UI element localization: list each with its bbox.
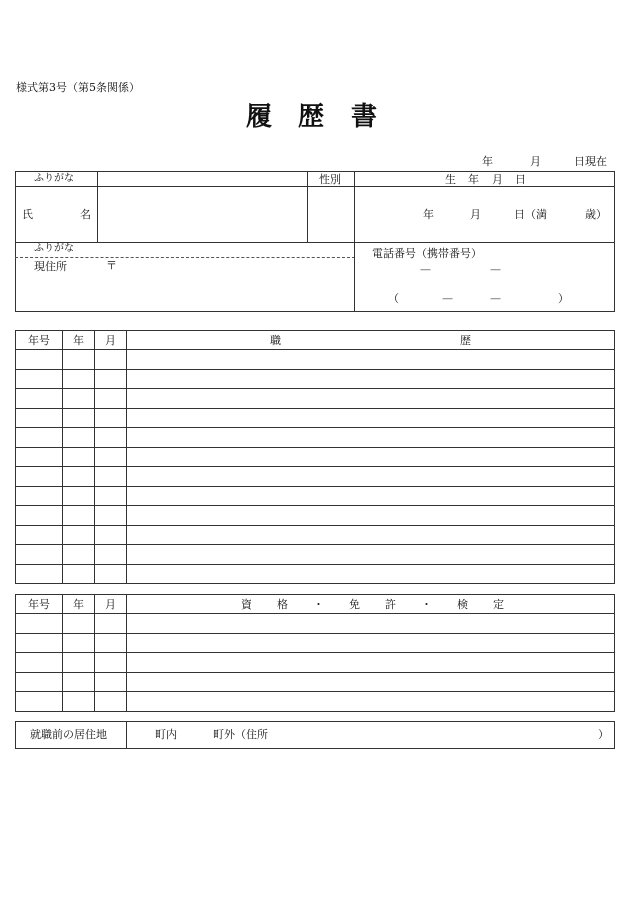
qual-cell-month[interactable]: [95, 614, 127, 634]
qual-title-5: 許: [385, 598, 396, 611]
career-header-year: 年: [63, 331, 95, 350]
residence-option-out: 町外（住所: [213, 728, 268, 741]
career-row: [16, 486, 615, 506]
qual-header-year: 年: [63, 595, 95, 614]
career-cell-content[interactable]: [127, 486, 615, 506]
career-cell-content[interactable]: [127, 369, 615, 389]
birth-month: 月: [470, 208, 481, 221]
title-char-2: 歴: [298, 102, 325, 132]
date-year: 年: [482, 155, 493, 168]
career-title-1: 職: [270, 334, 281, 347]
qual-cell-month[interactable]: [95, 692, 127, 712]
residence-label: 就職前の居住地: [30, 728, 107, 741]
career-cell-year[interactable]: [63, 408, 95, 428]
qual-header-era: 年号: [16, 595, 63, 614]
career-cell-era[interactable]: [16, 369, 63, 389]
career-table: [15, 330, 615, 584]
career-cell-content[interactable]: [127, 389, 615, 409]
career-cell-year[interactable]: [63, 350, 95, 370]
residence-option-in: 町内: [155, 728, 177, 741]
career-cell-month[interactable]: [95, 447, 127, 467]
name-label-1: 氏: [22, 208, 33, 221]
career-cell-content[interactable]: [127, 408, 615, 428]
name-label-2: 名: [80, 208, 91, 221]
title-char-3: 書: [351, 102, 378, 132]
qual-row: [16, 672, 615, 692]
qual-header-title: [127, 595, 615, 614]
qual-title-2: 格: [277, 598, 288, 611]
qual-title-7: 検: [457, 598, 468, 611]
career-cell-era[interactable]: [16, 428, 63, 448]
birth-day: 日（満: [514, 208, 547, 221]
qual-cell-content[interactable]: [127, 692, 615, 712]
mobile-dash-1: —: [442, 292, 453, 305]
qual-cell-era[interactable]: [16, 692, 63, 712]
career-cell-year[interactable]: [63, 506, 95, 526]
career-row: [16, 408, 615, 428]
career-row: [16, 506, 615, 526]
qualifications-table: [15, 594, 615, 712]
career-cell-era[interactable]: [16, 486, 63, 506]
furigana-label: ふりがな: [34, 173, 74, 184]
career-cell-year[interactable]: [63, 389, 95, 409]
birth-header-2: 年: [468, 173, 479, 186]
career-cell-era[interactable]: [16, 350, 63, 370]
phone-dash-2: —: [490, 263, 501, 276]
qual-cell-era[interactable]: [16, 653, 63, 673]
qual-cell-year[interactable]: [63, 692, 95, 712]
mobile-dash-2: —: [490, 292, 501, 305]
phone-dash-1: —: [420, 263, 431, 276]
career-cell-month[interactable]: [95, 506, 127, 526]
career-header-row: [16, 331, 615, 350]
qual-row: [16, 633, 615, 653]
qual-cell-month[interactable]: [95, 633, 127, 653]
career-cell-era[interactable]: [16, 389, 63, 409]
qual-title-3: ・: [313, 598, 324, 611]
career-row: [16, 545, 615, 565]
qual-row: [16, 614, 615, 634]
qual-title-1: 資: [241, 598, 252, 611]
career-row: [16, 447, 615, 467]
career-cell-year[interactable]: [63, 467, 95, 487]
career-cell-era[interactable]: [16, 525, 63, 545]
career-cell-content[interactable]: [127, 428, 615, 448]
date-month: 月: [530, 155, 541, 168]
career-cell-content[interactable]: [127, 525, 615, 545]
birth-header-3: 月: [492, 173, 503, 186]
career-row: [16, 389, 615, 409]
qual-cell-era[interactable]: [16, 633, 63, 653]
career-cell-month[interactable]: [95, 486, 127, 506]
form-number: 様式第3号（第5条関係）: [16, 81, 140, 94]
postal-mark-icon: 〒: [106, 259, 117, 272]
qual-cell-era[interactable]: [16, 614, 63, 634]
qual-cell-year[interactable]: [63, 653, 95, 673]
qual-row: [16, 653, 615, 673]
career-cell-year[interactable]: [63, 525, 95, 545]
career-cell-month[interactable]: [95, 467, 127, 487]
qual-header-month: 月: [95, 595, 127, 614]
qual-cell-year[interactable]: [63, 672, 95, 692]
phone-label: 電話番号（携帯番号）: [372, 247, 482, 260]
career-cell-month[interactable]: [95, 369, 127, 389]
career-cell-era[interactable]: [16, 545, 63, 565]
qualifications-header-row: [16, 595, 615, 614]
qual-cell-content[interactable]: [127, 633, 615, 653]
qual-row: [16, 692, 615, 712]
birth-year: 年: [423, 208, 434, 221]
mobile-close: ）: [558, 292, 569, 305]
qual-cell-era[interactable]: [16, 672, 63, 692]
career-cell-year[interactable]: [63, 369, 95, 389]
career-cell-content[interactable]: [127, 350, 615, 370]
career-cell-month[interactable]: [95, 408, 127, 428]
birth-header-4: 日: [515, 173, 526, 186]
career-cell-era[interactable]: [16, 408, 63, 428]
career-cell-content[interactable]: [127, 447, 615, 467]
qual-title-6: ・: [421, 598, 432, 611]
qual-title-8: 定: [493, 598, 504, 611]
career-cell-era[interactable]: [16, 506, 63, 526]
career-cell-era[interactable]: [16, 564, 63, 584]
career-cell-era[interactable]: [16, 447, 63, 467]
career-cell-month[interactable]: [95, 389, 127, 409]
qual-cell-content[interactable]: [127, 614, 615, 634]
career-row: [16, 369, 615, 389]
career-cell-content[interactable]: [127, 467, 615, 487]
address-furigana-label: ふりがな: [34, 243, 74, 254]
career-header-month: 月: [95, 331, 127, 350]
career-cell-content[interactable]: [127, 506, 615, 526]
career-cell-month[interactable]: [95, 428, 127, 448]
career-cell-month[interactable]: [95, 350, 127, 370]
qual-cell-month[interactable]: [95, 672, 127, 692]
date-day-now: 日現在: [574, 155, 607, 168]
qual-title-4: 免: [349, 598, 360, 611]
career-row: [16, 564, 615, 584]
qual-cell-content[interactable]: [127, 672, 615, 692]
career-row: [16, 428, 615, 448]
career-cell-month[interactable]: [95, 525, 127, 545]
birth-header-1: 生: [445, 173, 456, 186]
birth-age: 歳）: [585, 208, 607, 221]
career-row: [16, 525, 615, 545]
career-cell-content[interactable]: [127, 545, 615, 565]
address-label: 現住所: [34, 260, 67, 273]
career-cell-year[interactable]: [63, 447, 95, 467]
gender-label: 性別: [319, 173, 341, 186]
qual-cell-month[interactable]: [95, 653, 127, 673]
career-cell-era[interactable]: [16, 467, 63, 487]
qual-cell-year[interactable]: [63, 614, 95, 634]
career-header-title: [127, 331, 615, 350]
career-cell-content[interactable]: [127, 564, 615, 584]
career-row: [16, 350, 615, 370]
title-char-1: 履: [246, 102, 273, 132]
residence-close: ）: [598, 728, 609, 741]
mobile-open: （: [388, 292, 399, 305]
career-cell-year[interactable]: [63, 486, 95, 506]
career-title-2: 歴: [460, 334, 471, 347]
career-row: [16, 467, 615, 487]
qual-cell-content[interactable]: [127, 653, 615, 673]
career-cell-month[interactable]: [95, 564, 127, 584]
career-cell-year[interactable]: [63, 564, 95, 584]
career-cell-year[interactable]: [63, 428, 95, 448]
career-cell-month[interactable]: [95, 545, 127, 565]
qual-cell-year[interactable]: [63, 633, 95, 653]
career-cell-year[interactable]: [63, 545, 95, 565]
career-header-era: 年号: [16, 331, 63, 350]
